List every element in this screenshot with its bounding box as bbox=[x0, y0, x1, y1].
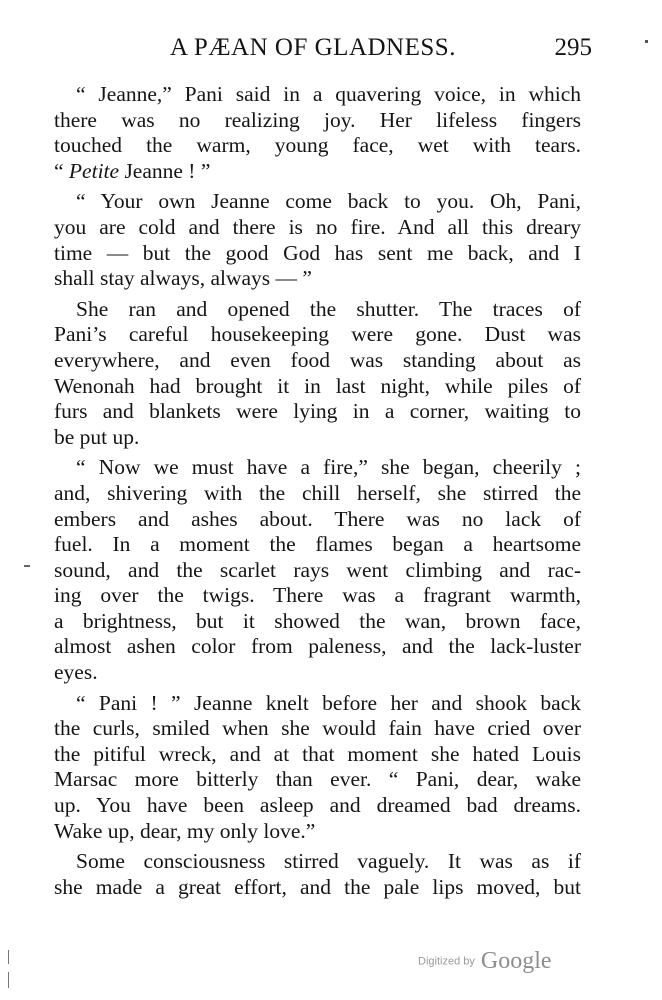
google-wordmark: Google bbox=[480, 948, 552, 974]
body-text bbox=[54, 82, 581, 900]
text-line: time — but the good God has sent me back, and I bbox=[54, 240, 581, 265]
text-line: eyes. bbox=[54, 660, 98, 685]
text-line: Wenonah had brought it in last night, while piles of bbox=[54, 373, 581, 398]
digitized-by-google-watermark bbox=[418, 948, 552, 978]
line-text: Jeanne ! ” bbox=[119, 158, 211, 183]
open-quote: “ bbox=[54, 158, 69, 183]
text-line: “ Jeanne,” Pani said in a quavering voice, in which bbox=[76, 82, 581, 106]
text-line: furs and blankets were lying in a corner, waiting to bbox=[54, 399, 581, 424]
text-line: everywhere, and even food was standing about as bbox=[54, 347, 581, 372]
page-edge-mark bbox=[8, 950, 9, 964]
text-line: fuel. In a moment the flames began a heartsome bbox=[54, 532, 581, 557]
text-line: shall stay always, always — ” bbox=[54, 266, 312, 291]
page-number: 295 bbox=[554, 34, 592, 61]
text-line: sound, and the scarlet rays went climbing and rac- bbox=[54, 557, 581, 582]
text-line: She ran and opened the shutter. The traces of bbox=[76, 296, 581, 321]
running-title: A PÆAN OF GLADNESS. bbox=[170, 34, 456, 61]
text-line: there was no realizing joy. Her lifeless fingers bbox=[54, 107, 581, 132]
text-line: and, shivering with the chill herself, she stirred the bbox=[54, 480, 581, 505]
text-line: embers and ashes about. There was no lack of bbox=[54, 506, 581, 531]
text-line: Some consciousness stirred vaguely. It was as if bbox=[76, 849, 581, 874]
text-line bbox=[54, 159, 581, 185]
text-line: “ Your own Jeanne come back to you. Oh, Pani, bbox=[76, 189, 581, 214]
text-line: Wake up, dear, my only love.” bbox=[54, 818, 316, 843]
page-edge-mark bbox=[8, 972, 9, 988]
digitized-by-label: Digitized by bbox=[418, 955, 475, 968]
text-line: touched the warm, young face, wet with tears. bbox=[54, 133, 581, 158]
running-head bbox=[0, 34, 662, 66]
text-line: “ Pani ! ” Jeanne knelt before her and shook back bbox=[76, 690, 581, 715]
text-line: the pitiful wreck, and at that moment she hated Louis bbox=[54, 741, 581, 766]
margin-dash bbox=[24, 565, 30, 567]
text-line: Pani’s careful housekeeping were gone. Dust was bbox=[54, 322, 581, 347]
text-line: “ Now we must have a fire,” she began, cheerily ; bbox=[76, 455, 581, 480]
text-line: almost ashen color from paleness, and the lack-luster bbox=[54, 634, 581, 659]
text-line: the curls, smiled when she would fain have cried over bbox=[54, 716, 581, 741]
text-line: she made a great effort, and the pale lips moved, but bbox=[54, 874, 581, 899]
text-line: ing over the twigs. There was a fragrant warmth, bbox=[54, 583, 581, 608]
text-line: be put up. bbox=[54, 424, 140, 449]
text-line: you are cold and there is no fire. And all this dreary bbox=[54, 214, 581, 239]
italic-word: Petite bbox=[68, 158, 120, 183]
margin-speck bbox=[645, 40, 648, 43]
text-line: a brightness, but it showed the wan, brown face, bbox=[54, 608, 581, 633]
text-line: up. You have been asleep and dreamed bad dreams. bbox=[54, 793, 581, 818]
text-line: Marsac more bitterly than ever. “ Pani, dear, wake bbox=[54, 767, 581, 792]
